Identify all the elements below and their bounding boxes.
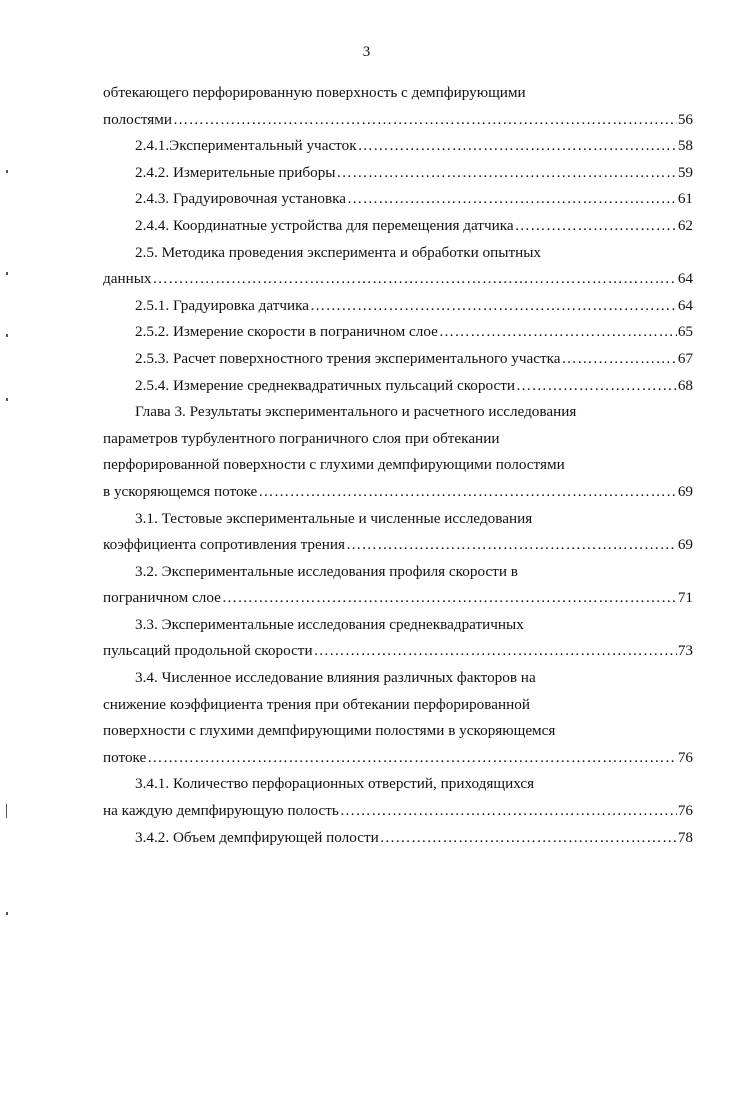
toc-entry-text: потоке [103, 748, 147, 766]
toc-entry-text: снижение коэффициента трения при обтекании перфорированной [103, 695, 530, 713]
scan-artifact [6, 334, 8, 337]
toc-line [103, 213, 693, 240]
toc-page-number: 78 [677, 828, 693, 846]
scan-artifact [6, 272, 8, 275]
toc-entry-text: обтекающего перфорированную поверхность с демпфирующими [103, 84, 526, 101]
toc-page-number: 73 [677, 642, 693, 660]
toc-entry-text: 2.4.3. Градуировочная установка [135, 190, 346, 208]
toc-page-number: 76 [677, 748, 693, 766]
dot-leader [314, 638, 677, 665]
dot-leader [380, 825, 677, 852]
page-number: 3 [362, 44, 371, 60]
toc-entry-text: 2.5.2. Измерение скорости в пограничном слое [135, 323, 438, 341]
dot-leader [337, 160, 677, 187]
dot-leader [346, 532, 677, 559]
toc-entry-text: пульсаций продольной скорости [103, 642, 313, 660]
dot-leader [562, 346, 677, 373]
toc-entry-text: 3.2. Экспериментальные исследования профиля скорости в [135, 562, 518, 580]
toc-entry-text: 2.4.1.Экспериментальный участок [135, 137, 357, 155]
toc-line [103, 798, 693, 825]
toc-entry-text: параметров турбулентного пограничного слоя при обтекании [103, 429, 500, 447]
toc-entry-text: 2.5.1. Градуировка датчика [135, 296, 309, 314]
toc-page-number: 67 [677, 349, 693, 367]
toc-page-number: 61 [677, 190, 693, 208]
toc-line [103, 266, 693, 293]
toc-line [103, 479, 693, 506]
toc-line [103, 692, 693, 719]
dot-leader [358, 133, 677, 160]
toc-page-number: 69 [677, 536, 693, 554]
toc-page-number: 64 [677, 270, 693, 288]
dot-leader [515, 213, 677, 240]
scan-artifact [6, 398, 8, 401]
toc-line [103, 612, 693, 639]
toc-entry-text: 3.3. Экспериментальные исследования среднеквадратичных [135, 615, 524, 633]
dot-leader [340, 798, 677, 825]
toc-page-number: 65 [677, 323, 693, 341]
toc-line [103, 160, 693, 187]
toc-line [103, 452, 693, 479]
toc-page-number: 59 [677, 163, 693, 181]
toc-entry-text: 2.5.3. Расчет поверхностного трения экспериментального участка [135, 349, 561, 367]
toc-line [103, 745, 693, 772]
toc-line [103, 80, 693, 107]
toc-entry-text: 3.4. Численное исследование влияния различных факторов на [135, 669, 536, 687]
toc-entry-text: 2.5. Методика проведения эксперимента и обработки опытных [135, 243, 542, 261]
toc-page-number: 64 [677, 296, 693, 314]
dot-leader [516, 373, 677, 400]
toc-line [103, 373, 693, 400]
toc-entry-text: 2.4.2. Измерительные приборы [135, 163, 336, 181]
toc-page-number: 69 [677, 482, 693, 500]
toc-line [103, 240, 693, 267]
dot-leader [173, 107, 677, 134]
dot-leader [258, 479, 677, 506]
dot-leader [439, 319, 677, 346]
toc-line [103, 638, 693, 665]
toc-line [103, 559, 693, 586]
toc-entry-text: 2.4.4. Координатные устройства для перемещения датчика [135, 216, 514, 234]
toc-entry-text: полостями [103, 110, 172, 128]
toc-entry-text: пограничном слое [103, 589, 221, 607]
toc-line [103, 186, 693, 213]
toc-line [103, 399, 693, 426]
toc-line [103, 346, 693, 373]
toc-line [103, 319, 693, 346]
toc-page-number: 58 [677, 137, 693, 155]
toc-line [103, 585, 693, 612]
toc-entry-text: на каждую демпфирующую полость [103, 802, 339, 820]
scan-artifact [6, 170, 8, 173]
toc-page-number: 62 [677, 216, 693, 234]
toc-line [103, 532, 693, 559]
toc-entry-text: 3.4.1. Количество перфорационных отверстий, приходящихся [135, 775, 535, 793]
toc-line [103, 665, 693, 692]
toc-page-number: 56 [677, 110, 693, 128]
toc-line [103, 506, 693, 533]
dot-leader [153, 266, 677, 293]
toc-entry-text: в ускоряющемся потоке [103, 482, 258, 500]
toc-line [103, 133, 693, 160]
toc-chapter-title: Глава 3. Результаты экспериментального и расчетного исследования [135, 403, 577, 421]
dot-leader [147, 745, 677, 772]
toc-entry-text: 2.5.4. Измерение среднеквадратичных пульсаций скорости [135, 376, 515, 394]
dot-leader [310, 293, 677, 320]
toc-line [103, 771, 693, 798]
scan-artifact [6, 804, 7, 818]
scan-artifact [6, 912, 8, 915]
dot-leader [347, 186, 677, 213]
toc-entry-text: коэффициента сопротивления трения [103, 536, 345, 554]
toc-page-number: 68 [677, 376, 693, 394]
toc-line [103, 718, 693, 745]
toc-entry-text: 3.1. Тестовые экспериментальные и численные исследования [135, 509, 533, 527]
toc-entry-text: 3.4.2. Объем демпфирующей полости [135, 828, 379, 846]
toc-entry-text: данных [103, 270, 152, 288]
toc-line [103, 825, 693, 852]
toc-line [103, 293, 693, 320]
table-of-contents [103, 80, 693, 851]
toc-line [103, 107, 693, 134]
toc-page-number: 76 [677, 802, 693, 820]
dot-leader [222, 585, 677, 612]
toc-page-number: 71 [677, 589, 693, 607]
toc-entry-text: поверхности с глухими демпфирующими полостями в ускоряющемся [103, 722, 556, 740]
toc-entry-text: перфорированной поверхности с глухими демпфирующими полостями [103, 456, 565, 474]
toc-line [103, 426, 693, 453]
